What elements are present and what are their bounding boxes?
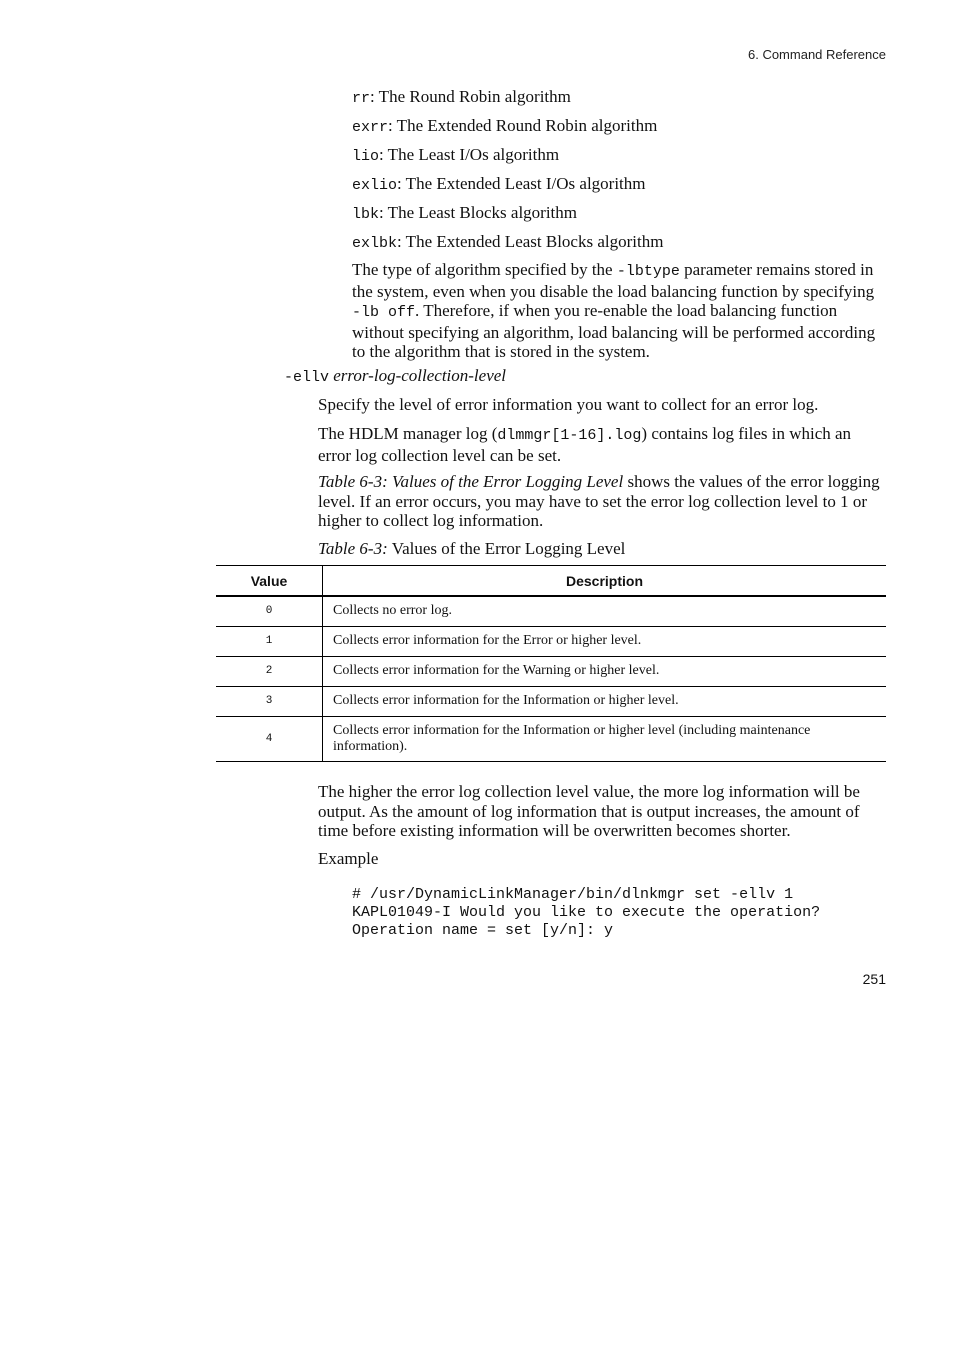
hdlm-log-paragraph	[318, 424, 886, 465]
cell-value: 0	[216, 596, 323, 626]
code-run: -lb off	[352, 304, 416, 321]
algorithm-code: exlbk	[352, 235, 398, 252]
cell-description: Collects error information for the Information or higher level (including maintenance information).	[323, 716, 887, 761]
log-level-note-paragraph: The higher the error log collection level value, the more log information will be output. As the amount of log information that is output increases, the amount of time before existing information will be overwritten becomes shorter.	[318, 782, 860, 840]
table-row	[216, 656, 886, 686]
parameter-argument: error-log-collection-level	[329, 366, 507, 385]
text-run: ) contains log files in which an error log collection level can be set.	[318, 424, 852, 465]
table-row	[216, 686, 886, 716]
cell-description: Collects error information for the Warning or higher level.	[323, 656, 887, 686]
running-header: 6. Command Reference	[747, 47, 886, 62]
code-line: # /usr/DynamicLinkManager/bin/dlnkmgr set -ellv 1	[352, 886, 794, 903]
text-run: The HDLM manager log (	[318, 424, 498, 443]
error-level-table	[216, 565, 886, 762]
ellv-parameter-heading	[284, 366, 506, 388]
column-header-value: Value	[216, 566, 323, 597]
table-caption	[318, 539, 625, 559]
table-reference-paragraph	[318, 472, 886, 531]
table-row	[216, 716, 886, 761]
algorithm-code: lio	[352, 148, 380, 165]
algorithm-desc: : The Extended Least I/Os algorithm	[397, 174, 646, 193]
text-run: parameter remains stored in the system, even when you disable the load balancing function by specifying	[352, 260, 875, 301]
algorithm-code: rr	[352, 90, 371, 107]
algorithm-code: exrr	[352, 119, 389, 136]
algorithm-desc: : The Extended Round Robin algorithm	[388, 116, 658, 135]
algorithm-desc: : The Least I/Os algorithm	[379, 145, 560, 164]
algorithm-item-lbk	[352, 203, 577, 225]
algorithm-code: exlio	[352, 177, 398, 194]
algorithm-desc: : The Least Blocks algorithm	[379, 203, 577, 222]
cell-value: 4	[216, 716, 323, 761]
algorithm-item-exrr	[352, 116, 657, 138]
ellv-description-paragraph: Specify the level of error information you want to collect for an error log.	[318, 395, 819, 414]
page-number: 251	[862, 971, 886, 987]
parameter-flag: -ellv	[284, 369, 330, 386]
cell-description: Collects error information for the Information or higher level.	[323, 686, 887, 716]
cell-description: Collects error information for the Error or higher level.	[323, 626, 887, 656]
code-line: Operation name = set [y/n]: y	[352, 922, 614, 939]
algorithm-desc: : The Round Robin algorithm	[370, 87, 571, 106]
algorithm-code: lbk	[352, 206, 380, 223]
table-row	[216, 596, 886, 626]
algorithm-desc: : The Extended Least Blocks algorithm	[397, 232, 664, 251]
table-reference-link: Table 6-3: Values of the Error Logging Level	[318, 472, 624, 491]
caption-title: Values of the Error Logging Level	[387, 539, 626, 558]
algorithm-item-lio	[352, 145, 559, 167]
lbtype-note-paragraph	[352, 260, 886, 362]
cell-value: 2	[216, 656, 323, 686]
example-code-block	[352, 886, 820, 940]
table-header-row	[216, 566, 886, 597]
column-header-description: Description	[323, 566, 887, 597]
code-run: dlmmgr[1-16].log	[497, 427, 642, 444]
code-run: -lbtype	[616, 263, 680, 280]
cell-value: 1	[216, 626, 323, 656]
caption-label: Table 6-3:	[318, 539, 388, 558]
algorithm-item-exlbk	[352, 232, 663, 254]
cell-value: 3	[216, 686, 323, 716]
text-run: . Therefore, if when you re-enable the load balancing function without specifying an algorithm, load balancing will be performed according to the algorithm that is stored in the system.	[352, 301, 876, 361]
text-run: The type of algorithm specified by the	[352, 260, 617, 279]
algorithm-item-exlio	[352, 174, 646, 196]
text-run: shows the values of the error logging level. If an error occurs, you may have to set the error log collection level to 1 or higher to collect log information.	[318, 472, 880, 530]
cell-description: Collects no error log.	[323, 596, 887, 626]
algorithm-item-rr	[352, 87, 571, 109]
example-label: Example	[318, 849, 379, 868]
table-row	[216, 626, 886, 656]
code-line: KAPL01049-I Would you like to execute the operation?	[352, 904, 821, 921]
